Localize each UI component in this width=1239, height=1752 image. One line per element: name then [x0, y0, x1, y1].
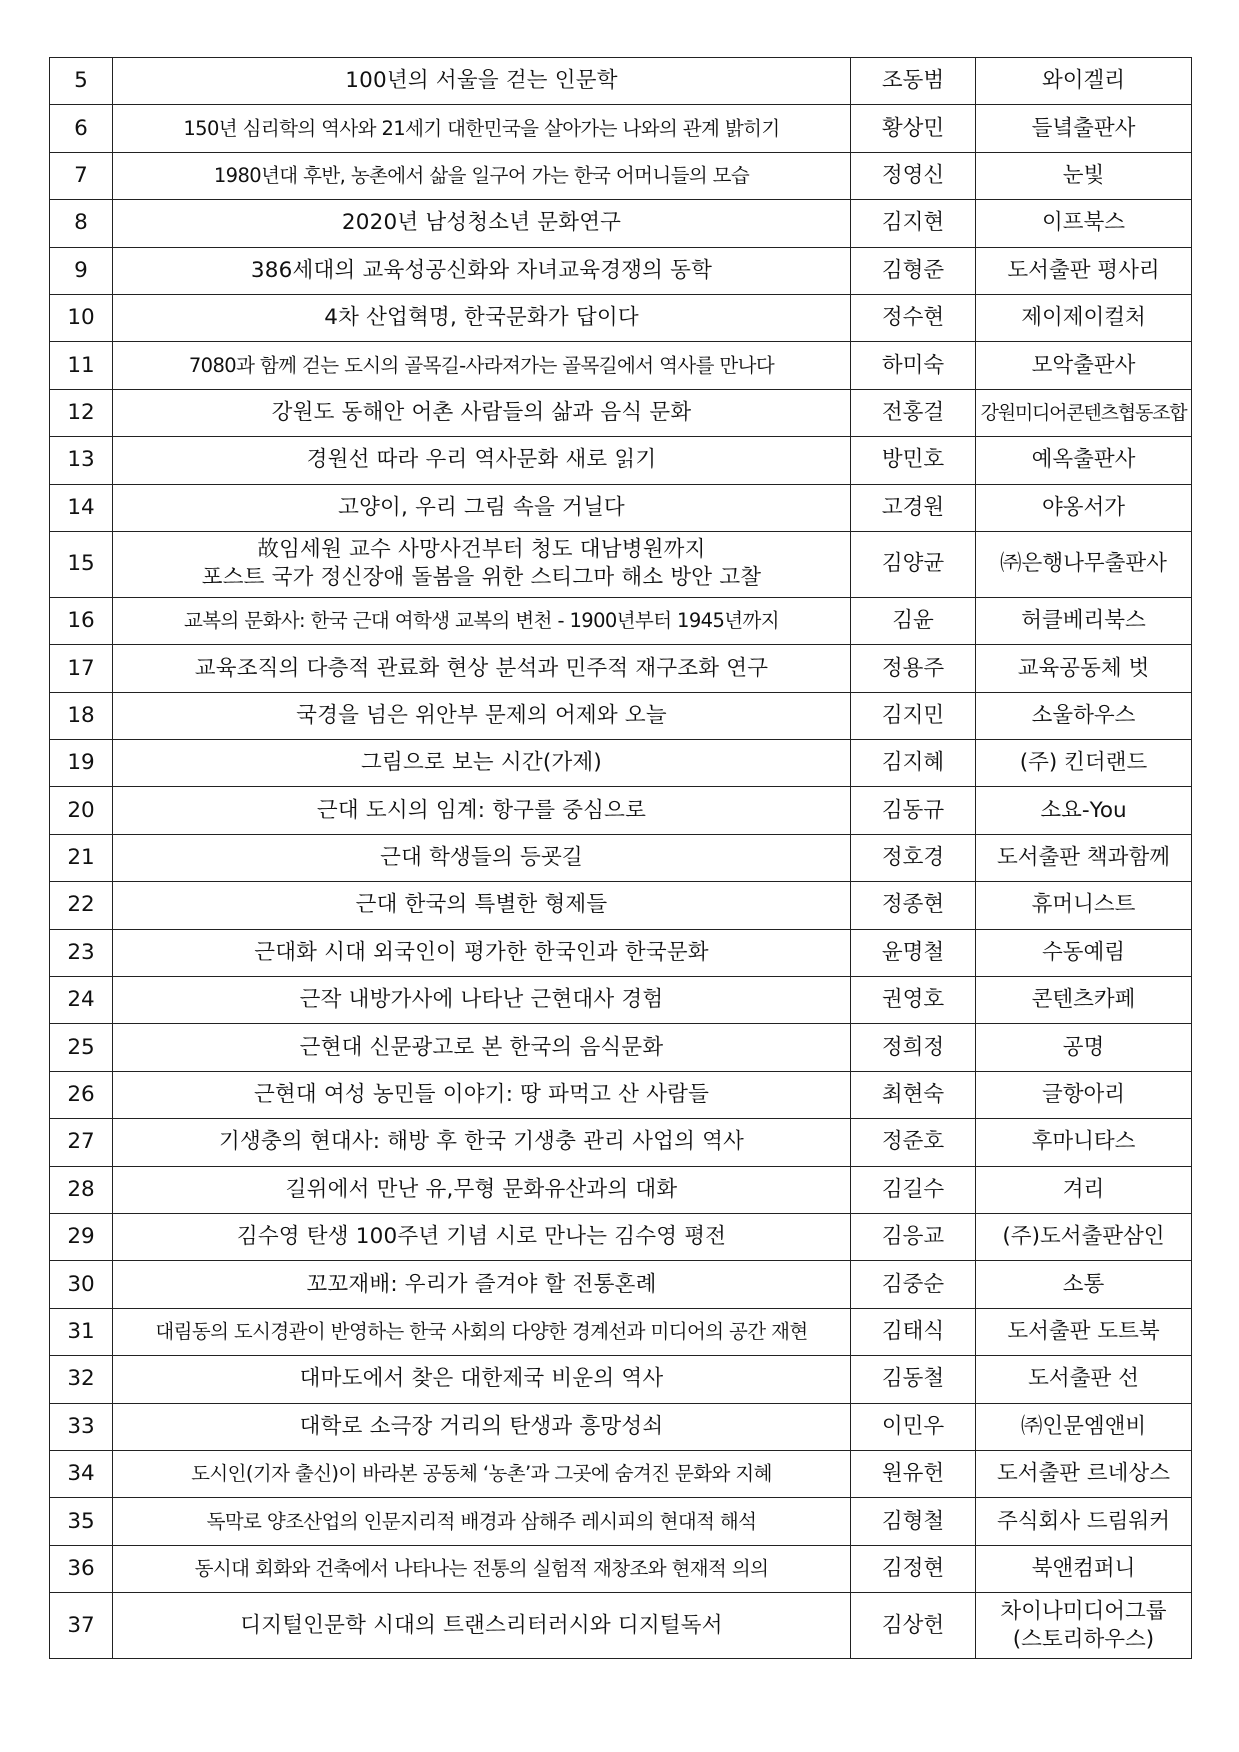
author-name: 정용주 [851, 645, 976, 692]
book-title: 386세대의 교육성공신화와 자녀교육경쟁의 동학 [113, 247, 851, 294]
book-title: 디지털인문학 시대의 트랜스리터러시와 디지털독서 [113, 1593, 851, 1659]
row-number: 19 [50, 740, 113, 787]
table-row [50, 929, 1192, 976]
book-title: 1980년대 후반, 농촌에서 삶을 일구어 가는 한국 어머니들의 모습 [113, 152, 851, 199]
book-title: 교복의 문화사: 한국 근대 여학생 교복의 변천 - 1900년부터 1945년까지 [113, 597, 851, 644]
book-title: 근대 한국의 특별한 형제들 [113, 882, 851, 929]
author-name: 정종현 [851, 882, 976, 929]
row-number: 30 [50, 1261, 113, 1308]
row-number: 6 [50, 105, 113, 152]
book-title: 4차 산업혁명, 한국문화가 답이다 [113, 294, 851, 341]
table-row [50, 531, 1192, 597]
publisher-name: 제이제이컬처 [976, 294, 1192, 341]
publisher-name: 허클베리북스 [976, 597, 1192, 644]
author-name: 권영호 [851, 977, 976, 1024]
table-row [50, 1450, 1192, 1497]
book-title: 김수영 탄생 100주년 기념 시로 만나는 김수영 평전 [113, 1213, 851, 1260]
table-row [50, 740, 1192, 787]
row-number: 23 [50, 929, 113, 976]
publisher-name: 들녘출판사 [976, 105, 1192, 152]
book-title: 근현대 여성 농민들 이야기: 땅 파먹고 산 사람들 [113, 1071, 851, 1118]
table-row [50, 152, 1192, 199]
table-row [50, 1498, 1192, 1545]
row-number: 25 [50, 1024, 113, 1071]
publisher-name: 수동예림 [976, 929, 1192, 976]
publisher-name: 모악출판사 [976, 342, 1192, 389]
row-number: 21 [50, 834, 113, 881]
book-title: 대마도에서 찾은 대한제국 비운의 역사 [113, 1356, 851, 1403]
row-number: 17 [50, 645, 113, 692]
book-title: 근작 내방가사에 나타난 근현대사 경험 [113, 977, 851, 1024]
book-title: 꼬꼬재배: 우리가 즐겨야 할 전통혼례 [113, 1261, 851, 1308]
table-row [50, 1166, 1192, 1213]
row-number: 36 [50, 1545, 113, 1592]
table-row [50, 247, 1192, 294]
row-number: 35 [50, 1498, 113, 1545]
row-number: 27 [50, 1119, 113, 1166]
book-title: 2020년 남성청소년 문화연구 [113, 200, 851, 247]
table-row [50, 342, 1192, 389]
book-title: 국경을 넘은 위안부 문제의 어제와 오늘 [113, 692, 851, 739]
author-name: 김지민 [851, 692, 976, 739]
row-number: 32 [50, 1356, 113, 1403]
row-number: 29 [50, 1213, 113, 1260]
table-row [50, 1071, 1192, 1118]
author-name: 하미숙 [851, 342, 976, 389]
author-name: 최현숙 [851, 1071, 976, 1118]
author-name: 김지현 [851, 200, 976, 247]
table-row [50, 787, 1192, 834]
book-title: 근현대 신문광고로 본 한국의 음식문화 [113, 1024, 851, 1071]
author-name: 김형철 [851, 1498, 976, 1545]
table-row [50, 597, 1192, 644]
publisher-name: 후마니타스 [976, 1119, 1192, 1166]
table-row [50, 484, 1192, 531]
author-name: 전홍걸 [851, 389, 976, 436]
row-number: 26 [50, 1071, 113, 1118]
row-number: 28 [50, 1166, 113, 1213]
author-name: 김동규 [851, 787, 976, 834]
table-row [50, 1213, 1192, 1260]
book-title: 독막로 양조산업의 인문지리적 배경과 삼해주 레시피의 현대적 해석 [113, 1498, 851, 1545]
row-number: 16 [50, 597, 113, 644]
author-name: 김윤 [851, 597, 976, 644]
row-number: 8 [50, 200, 113, 247]
publisher-name: 강원미디어콘텐츠협동조합 [976, 389, 1192, 436]
author-name: 정영신 [851, 152, 976, 199]
author-name: 정준호 [851, 1119, 976, 1166]
author-name: 김상헌 [851, 1593, 976, 1659]
table-row [50, 1261, 1192, 1308]
author-name: 김응교 [851, 1213, 976, 1260]
publisher-name: 글항아리 [976, 1071, 1192, 1118]
row-number: 11 [50, 342, 113, 389]
publisher-name: 북앤컴퍼니 [976, 1545, 1192, 1592]
author-name: 정희정 [851, 1024, 976, 1071]
publisher-name: 도서출판 선 [976, 1356, 1192, 1403]
book-title: 길위에서 만난 유,무형 문화유산과의 대화 [113, 1166, 851, 1213]
author-name: 김태식 [851, 1308, 976, 1355]
table-row [50, 437, 1192, 484]
publisher-name: 소울하우스 [976, 692, 1192, 739]
row-number: 15 [50, 531, 113, 597]
book-title: 대학로 소극장 거리의 탄생과 흥망성쇠 [113, 1403, 851, 1450]
publisher-name: ㈜은행나무출판사 [976, 531, 1192, 597]
book-title [113, 531, 851, 597]
row-number: 31 [50, 1308, 113, 1355]
author-name: 고경원 [851, 484, 976, 531]
table-row [50, 105, 1192, 152]
publisher-name: 야옹서가 [976, 484, 1192, 531]
book-title: 동시대 회화와 건축에서 나타나는 전통의 실험적 재창조와 현재적 의의 [113, 1545, 851, 1592]
table-row [50, 645, 1192, 692]
author-name: 원유헌 [851, 1450, 976, 1497]
row-number: 24 [50, 977, 113, 1024]
table-row [50, 1024, 1192, 1071]
book-title: 경원선 따라 우리 역사문화 새로 읽기 [113, 437, 851, 484]
table-row [50, 200, 1192, 247]
publisher-name: 콘텐츠카페 [976, 977, 1192, 1024]
author-name: 윤명철 [851, 929, 976, 976]
row-number: 10 [50, 294, 113, 341]
row-number: 33 [50, 1403, 113, 1450]
book-title: 기생충의 현대사: 해방 후 한국 기생충 관리 사업의 역사 [113, 1119, 851, 1166]
author-name: 조동범 [851, 58, 976, 105]
book-title: 교육조직의 다층적 관료화 현상 분석과 민주적 재구조화 연구 [113, 645, 851, 692]
publisher-name: 예옥출판사 [976, 437, 1192, 484]
book-title: 도시인(기자 출신)이 바라본 공동체 ‘농촌’과 그곳에 숨겨진 문화와 지혜 [113, 1450, 851, 1497]
author-name: 황상민 [851, 105, 976, 152]
row-number: 9 [50, 247, 113, 294]
publisher-name: 도서출판 르네상스 [976, 1450, 1192, 1497]
author-name: 정수현 [851, 294, 976, 341]
book-title: 강원도 동해안 어촌 사람들의 삶과 음식 문화 [113, 389, 851, 436]
book-title-line: 故임세원 교수 사망사건부터 청도 대남병원까지 [257, 537, 706, 563]
table-row [50, 58, 1192, 105]
row-number: 5 [50, 58, 113, 105]
author-name: 김형준 [851, 247, 976, 294]
book-title: 100년의 서울을 걷는 인문학 [113, 58, 851, 105]
book-list-table [49, 57, 1192, 1659]
publisher-name: 이프북스 [976, 200, 1192, 247]
table-row [50, 1308, 1192, 1355]
publisher-name: ㈜인문엠앤비 [976, 1403, 1192, 1450]
publisher-name: 눈빛 [976, 152, 1192, 199]
table-row [50, 1403, 1192, 1450]
publisher-name [976, 1593, 1192, 1659]
publisher-name-line: (스토리하우스) [1012, 1626, 1155, 1652]
row-number: 34 [50, 1450, 113, 1497]
book-title: 근대화 시대 외국인이 평가한 한국인과 한국문화 [113, 929, 851, 976]
book-title-line: 포스트 국가 정신장애 돌봄을 위한 스티그마 해소 방안 고찰 [201, 565, 762, 591]
author-name: 이민우 [851, 1403, 976, 1450]
table-row [50, 882, 1192, 929]
publisher-name: 공명 [976, 1024, 1192, 1071]
publisher-name: 교육공동체 벗 [976, 645, 1192, 692]
publisher-name: 도서출판 평사리 [976, 247, 1192, 294]
publisher-name: (주) 킨더랜드 [976, 740, 1192, 787]
book-title: 대림동의 도시경관이 반영하는 한국 사회의 다양한 경계선과 미디어의 공간 재현 [113, 1308, 851, 1355]
row-number: 14 [50, 484, 113, 531]
table-row [50, 389, 1192, 436]
table-row [50, 1593, 1192, 1659]
book-title: 근대 학생들의 등굣길 [113, 834, 851, 881]
publisher-name: (주)도서출판삼인 [976, 1213, 1192, 1260]
publisher-name: 와이겔리 [976, 58, 1192, 105]
row-number: 22 [50, 882, 113, 929]
book-title: 7080과 함께 걷는 도시의 골목길-사라져가는 골목길에서 역사를 만나다 [113, 342, 851, 389]
row-number: 13 [50, 437, 113, 484]
table-row [50, 1545, 1192, 1592]
row-number: 7 [50, 152, 113, 199]
table-row [50, 1356, 1192, 1403]
publisher-name: 휴머니스트 [976, 882, 1192, 929]
author-name: 방민호 [851, 437, 976, 484]
publisher-name: 소통 [976, 1261, 1192, 1308]
row-number: 37 [50, 1593, 113, 1659]
author-name: 김길수 [851, 1166, 976, 1213]
author-name: 김양균 [851, 531, 976, 597]
table-row [50, 294, 1192, 341]
publisher-name: 겨리 [976, 1166, 1192, 1213]
author-name: 정호경 [851, 834, 976, 881]
table-row [50, 1119, 1192, 1166]
book-title: 그림으로 보는 시간(가제) [113, 740, 851, 787]
table-row [50, 692, 1192, 739]
author-name: 김정현 [851, 1545, 976, 1592]
publisher-name-line: 차이나미디어그룹 [1000, 1598, 1167, 1624]
author-name: 김중순 [851, 1261, 976, 1308]
book-title: 150년 심리학의 역사와 21세기 대한민국을 살아가는 나와의 관계 밝히기 [113, 105, 851, 152]
table-row [50, 977, 1192, 1024]
book-title: 고양이, 우리 그림 속을 거닐다 [113, 484, 851, 531]
publisher-name: 소요-You [976, 787, 1192, 834]
book-title: 근대 도시의 임계: 항구를 중심으로 [113, 787, 851, 834]
publisher-name: 주식회사 드림워커 [976, 1498, 1192, 1545]
author-name: 김동철 [851, 1356, 976, 1403]
table-row [50, 834, 1192, 881]
author-name: 김지혜 [851, 740, 976, 787]
row-number: 18 [50, 692, 113, 739]
publisher-name: 도서출판 책과함께 [976, 834, 1192, 881]
publisher-name: 도서출판 도트북 [976, 1308, 1192, 1355]
row-number: 20 [50, 787, 113, 834]
row-number: 12 [50, 389, 113, 436]
